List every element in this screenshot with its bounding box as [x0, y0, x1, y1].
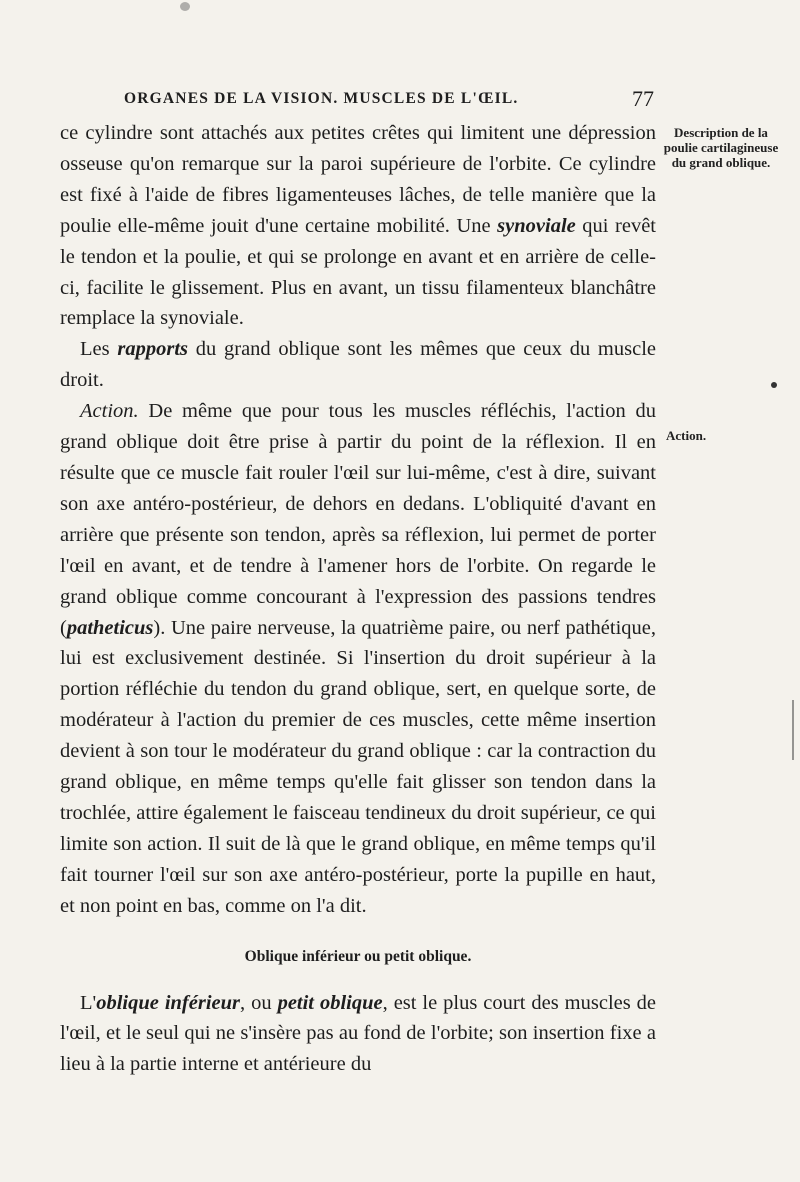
page-number: 77: [632, 86, 654, 111]
emphasis-oblique-inferieur: oblique inférieur: [96, 991, 240, 1014]
body-text: [60, 118, 656, 1080]
paragraph-rapports: Les rapports du grand oblique sont les mêmes que ceux du muscle droit.: [60, 338, 657, 392]
emphasis-rapports: rapports: [117, 338, 188, 361]
paragraph-oblique-inferieur: L'oblique inférieur, ou petit oblique, est le plus court des muscles de l'œil, et le seul qui ne s'insère pas au fond de l'orbite; son insertion fixe a lieu à la partie interne et antérieure du: [60, 991, 657, 1076]
ink-speck: [180, 2, 190, 11]
emphasis-petit-oblique: petit oblique: [277, 991, 383, 1014]
section-subheading: Oblique inférieur ou petit oblique.: [244, 947, 472, 965]
emphasis-synoviale: synoviale: [497, 214, 576, 237]
margin-note-description: Description de la poulie cartilagineuse du grand oblique.: [663, 125, 779, 170]
paragraph-action: Action. De même que pour tous les muscles réfléchis, l'action du grand oblique doit être prise à partir du point de la réflexion. Il en résulte que ce muscle fait rouler l'œil sur lui-même, c'est à dire, suivant son axe antéro-postérieur, de dehors en dedans. L'obliquité d'avant en arrière que présente son tendon, après sa réflexion, lui permet de porter l'œil en avant, et de tendre à l'amener hors de l'orbite. On regarde le grand oblique comme concourant à l'expression des passions tendres (patheticus). Une paire nerveuse, la quatrième paire, ou nerf pathétique, lui est exclusivement destinée. Si l'insertion du droit supérieur à la portion réfléchie du tendon du grand oblique, sert, en quelque sorte, de modérateur à l'action du premier de ces muscles, cette même insertion devient à son tour le modérateur du grand oblique : car la contraction du grand oblique, en même temps qu'elle fait glisser son tendon dans la trochlée, attire également le faisceau tendineux du droit supérieur, ce qui limite son action. Il suit de là que le grand oblique, en même temps qu'il fait tourner l'œil sur son axe antéro-postérieur, porte la pupille en haut, et non point en bas, comme on l'a dit.: [60, 400, 656, 917]
page-header: [124, 86, 654, 116]
running-head: ORGANES DE LA VISION. MUSCLES DE L'ŒIL.: [124, 90, 519, 107]
emphasis-action: Action.: [80, 400, 139, 423]
page-edge-mark: [792, 700, 794, 760]
margin-note-action: Action.: [666, 428, 707, 443]
ink-dot: [771, 382, 777, 388]
paragraph-poulie: ce cylindre sont attachés aux petites crêtes qui limitent une dépression osseuse qu'on remarque sur la paroi supérieure de l'orbite. Ce cylindre est fixé à l'aide de fibres ligamenteuses lâches, de telle manière que la poulie elle-même jouit d'une certaine mobilité. Une synoviale qui revêt le tendon et la poulie, et qui se prolonge en avant et en arrière de celle-ci, facilite le glissement. Plus en avant, un tissu filamenteux blanchâtre remplace la synoviale.: [60, 122, 657, 330]
emphasis-patheticus: patheticus: [66, 616, 154, 639]
